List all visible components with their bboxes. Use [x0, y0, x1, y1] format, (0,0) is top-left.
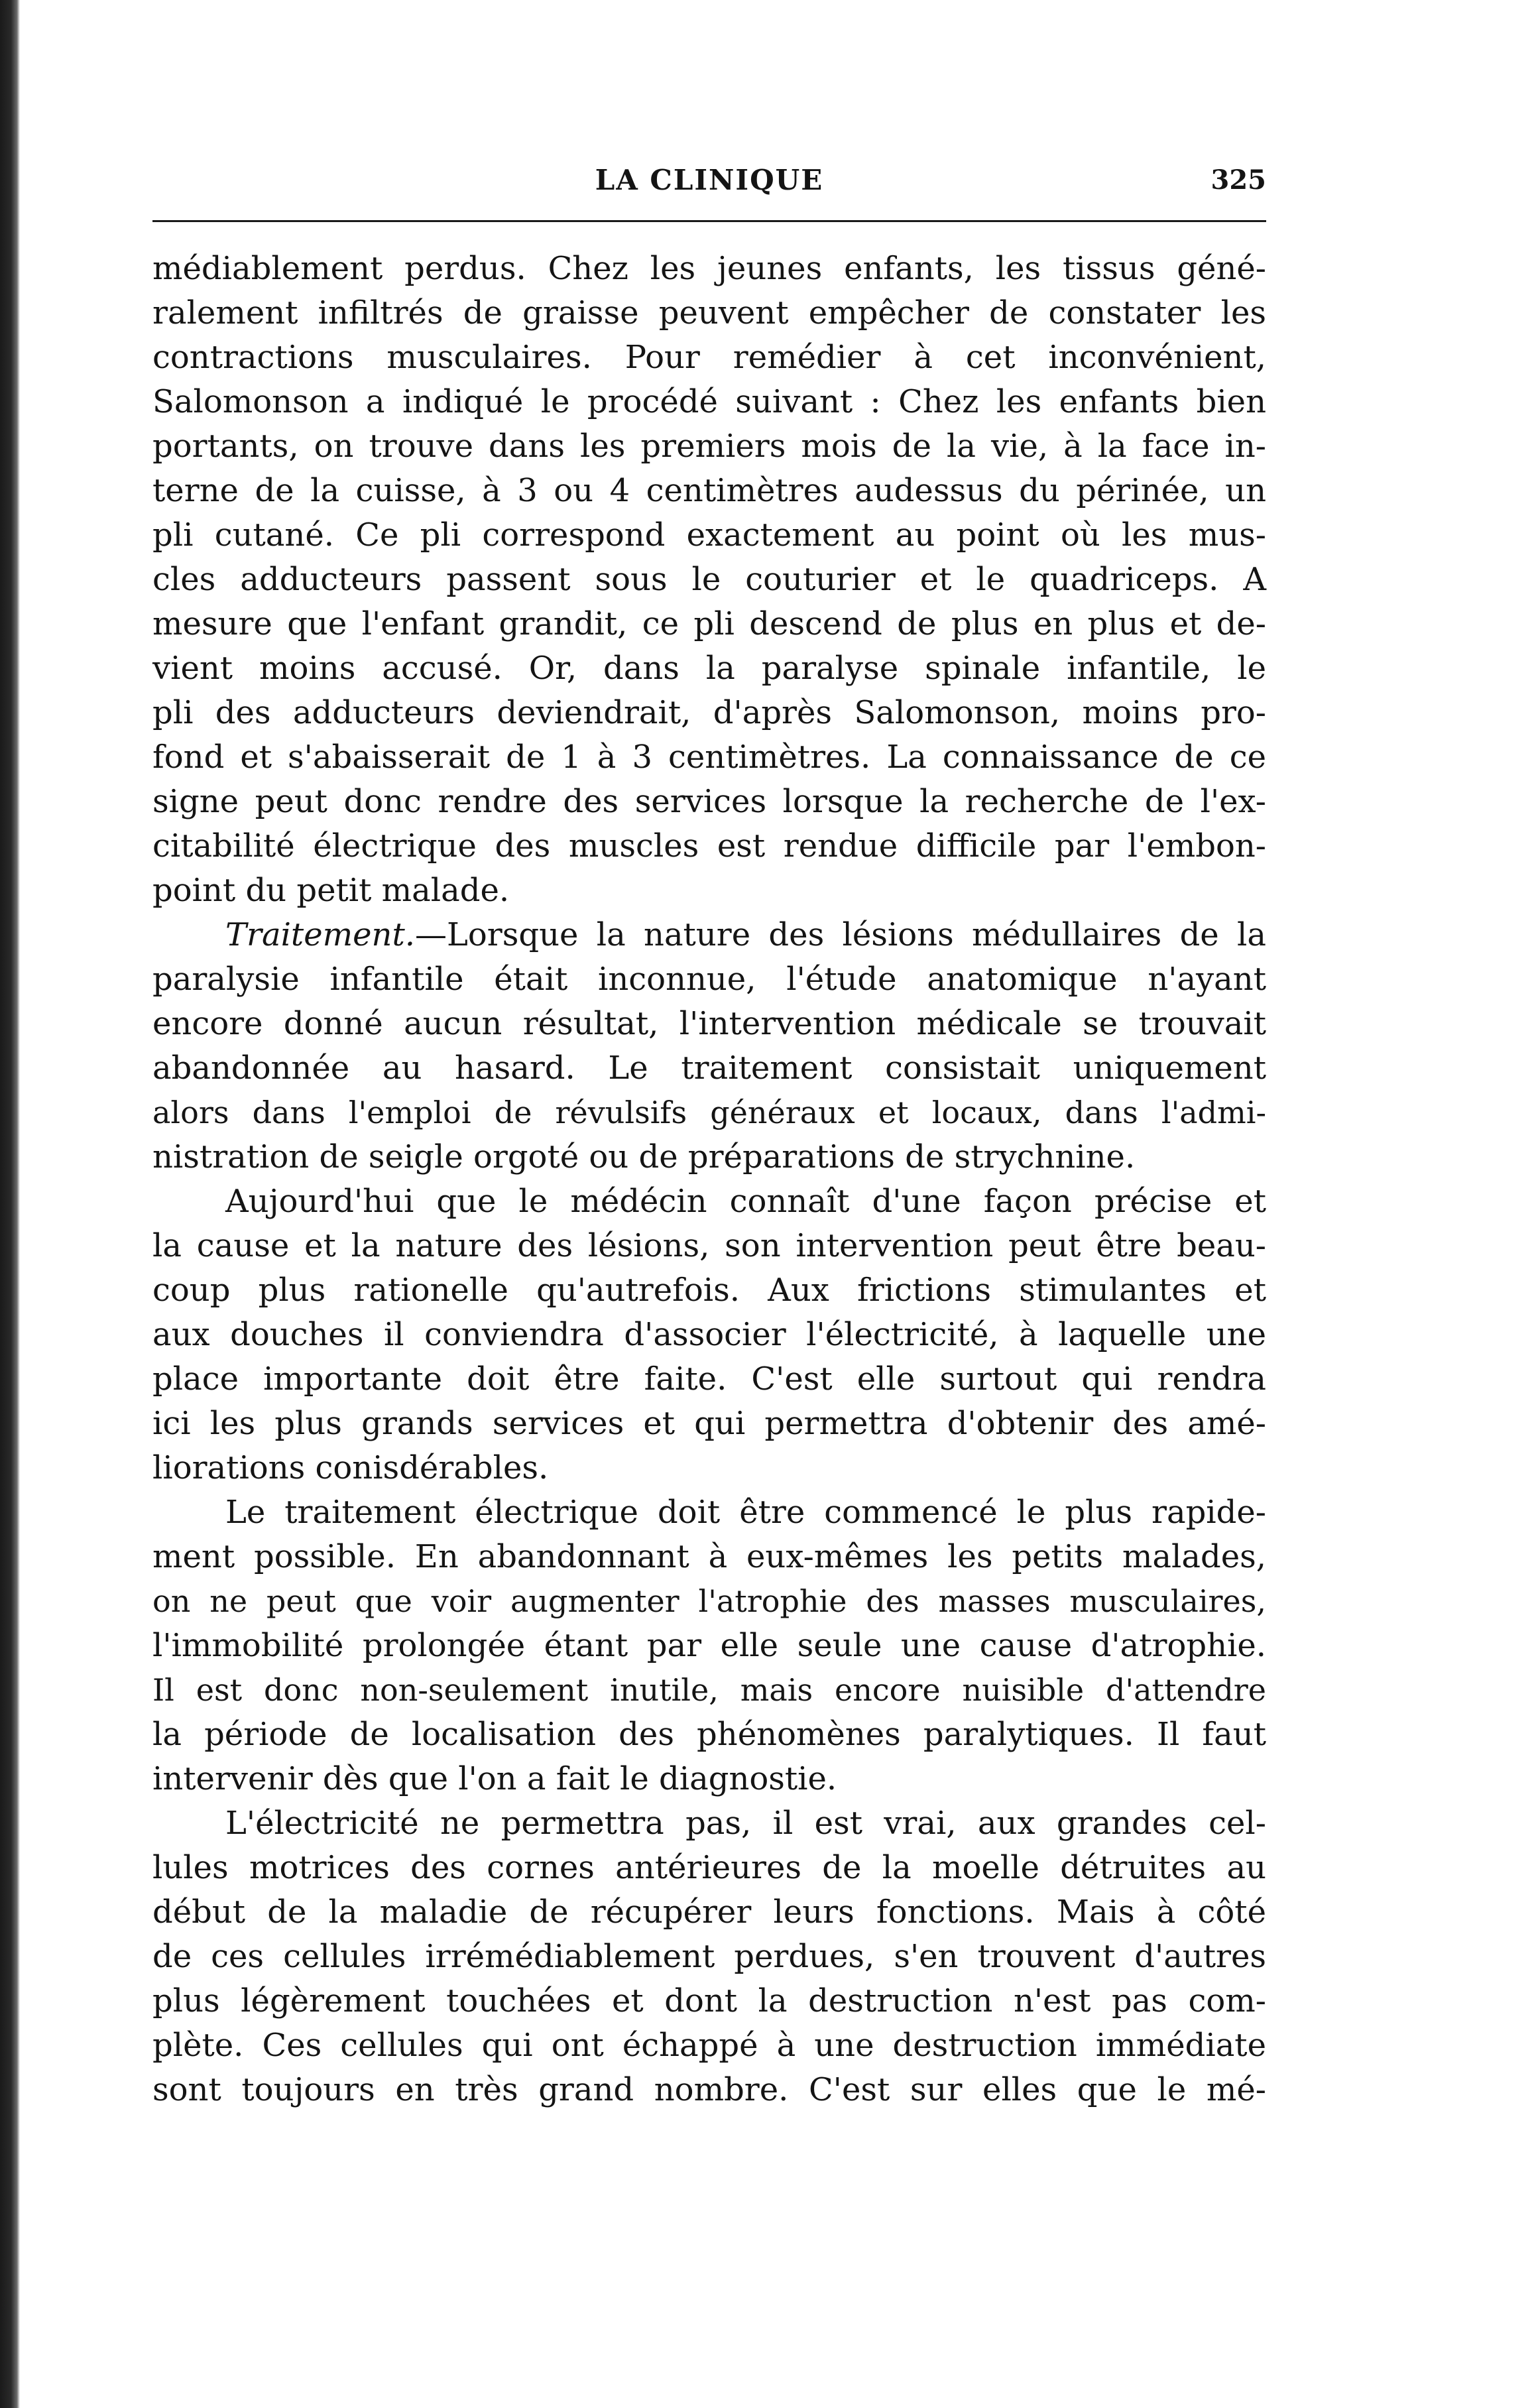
text-line: ralement infiltrés de graisse peuvent empêcher de constater les: [152, 294, 1266, 331]
text-line: Aujourd'hui que le médécin connaît d'une façon précise et: [225, 1183, 1266, 1220]
text-line: sont toujours en très grand nombre. C'est sur elles que le mé-: [152, 2071, 1266, 2108]
text-line: ici les plus grands services et qui permettra d'obtenir des amé-: [152, 1405, 1266, 1442]
text-line: Salomonson a indiqué le procédé suivant : Chez les enfants bien: [152, 383, 1266, 420]
text-line: coup plus rationelle qu'autrefois. Aux frictions stimulantes et: [152, 1272, 1266, 1309]
text-line: portants, on trouve dans les premiers mois de la vie, à la face in-: [152, 428, 1266, 465]
text-line: aux douches il conviendra d'associer l'électricité, à laquelle une: [152, 1316, 1266, 1353]
text-line: Le traitement électrique doit être commencé le plus rapide-: [225, 1494, 1266, 1531]
running-head: [152, 160, 1266, 200]
text-line: Il est donc non-seulement inutile, mais encore nuisible d'attendre: [152, 1672, 1266, 1708]
text-line: pli des adducteurs deviendrait, d'après Salomonson, moins pro-: [152, 694, 1266, 731]
text-line: intervenir dès que l'on a fait le diagnostie.: [152, 1760, 837, 1797]
text-line: plète. Ces cellules qui ont échappé à une destruction immédiate: [152, 2027, 1266, 2064]
section-heading-traitement: Traitement.: [225, 916, 416, 953]
text-line: L'électricité ne permettra pas, il est vrai, aux grandes cel-: [225, 1805, 1266, 1842]
text-line: paralysie infantile était inconnue, l'étude anatomique n'ayant: [152, 961, 1266, 998]
text-line: fond et s'abaisserait de 1 à 3 centimètres. La connaissance de ce: [152, 739, 1266, 776]
text-line: la période de localisation des phénomènes paralytiques. Il faut: [152, 1716, 1266, 1753]
text-line: abandonnée au hasard. Le traitement consistait uniquement: [152, 1050, 1266, 1087]
text-line: signe peut donc rendre des services lorsque la recherche de l'ex-: [152, 783, 1266, 820]
text-line: début de la maladie de récupérer leurs fonctions. Mais à côté: [152, 1894, 1266, 1931]
text-line: nistration de seigle orgoté ou de préparations de strychnine.: [152, 1138, 1136, 1175]
text-line: liorations conisdérables.: [152, 1449, 549, 1486]
page-number: 325: [1210, 164, 1266, 196]
text-line: on ne peut que voir augmenter l'atrophie des masses musculaires,: [152, 1583, 1266, 1619]
text-line: lules motrices des cornes antérieures de la moelle détruites au: [152, 1849, 1266, 1886]
text-line: mesure que l'enfant grandit, ce pli descend de plus en plus et de-: [152, 605, 1266, 642]
page-binding-edge: [0, 0, 20, 2408]
text-line: ment possible. En abandonnant à eux-mêmes les petits malades,: [152, 1538, 1266, 1575]
text-line: point du petit malade.: [152, 872, 510, 909]
running-title: LA CLINIQUE: [595, 164, 824, 196]
book-page: [152, 0, 1266, 2408]
text-line: contractions musculaires. Pour remédier à cet inconvénient,: [152, 339, 1266, 376]
text-line: citabilité électrique des muscles est rendue difficile par l'embon-: [152, 827, 1266, 865]
text-run: —Lorsque la nature des lésions médullaires de la: [415, 916, 1266, 953]
text-line: terne de la cuisse, à 3 ou 4 centimètres audessus du périnée, un: [152, 472, 1266, 509]
text-line: de ces cellules irrémédiablement perdues, s'en trouvent d'autres: [152, 1938, 1266, 1975]
text-line: pli cutané. Ce pli correspond exactement au point où les mus-: [152, 516, 1266, 554]
text-line: [152, 913, 1266, 957]
text-line: médiablement perdus. Chez les jeunes enfants, les tissus géné-: [152, 250, 1266, 287]
text-line: vient moins accusé. Or, dans la paralyse spinale infantile, le: [152, 650, 1266, 687]
body-text: [152, 247, 1266, 2112]
text-line: l'immobilité prolongée étant par elle seule une cause d'atrophie.: [152, 1627, 1266, 1664]
text-line: place importante doit être faite. C'est elle surtout qui rendra: [152, 1360, 1266, 1398]
text-line: plus légèrement touchées et dont la destruction n'est pas com-: [152, 1982, 1266, 2019]
header-rule: [152, 220, 1266, 222]
text-line: alors dans l'emploi de révulsifs généraux et locaux, dans l'admi-: [152, 1095, 1266, 1130]
text-line: encore donné aucun résultat, l'intervention médicale se trouvait: [152, 1005, 1266, 1042]
text-line: la cause et la nature des lésions, son intervention peut être beau-: [152, 1227, 1266, 1264]
text-line: cles adducteurs passent sous le couturier et le quadriceps. A: [152, 561, 1266, 598]
